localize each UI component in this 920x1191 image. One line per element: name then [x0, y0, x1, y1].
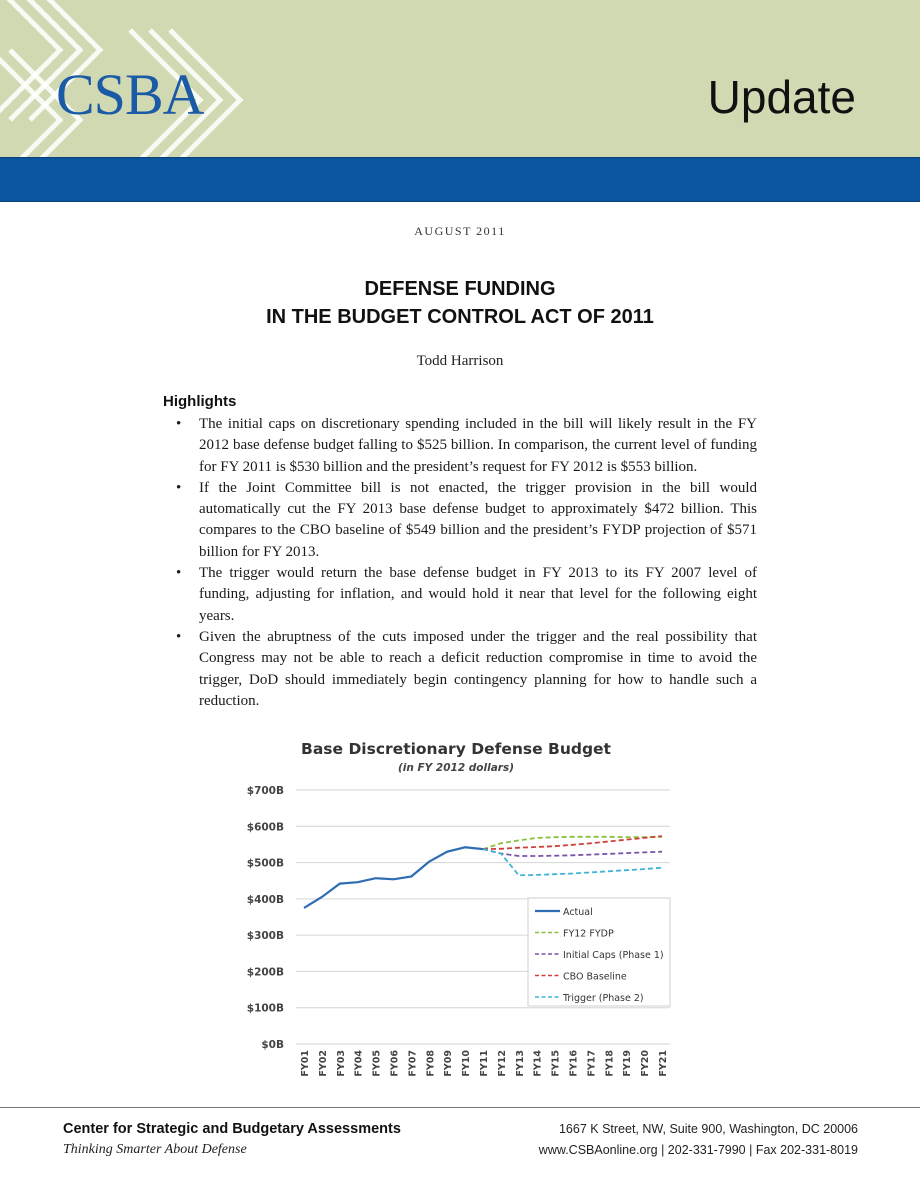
bullet-icon: •: [176, 565, 182, 582]
page-title: [0, 275, 920, 331]
x-tick-label: FY20: [640, 1050, 652, 1077]
banner-word: Update: [707, 71, 856, 123]
footer-tagline: Thinking Smarter About Defense: [63, 1142, 247, 1157]
y-tick-label: $600B: [246, 821, 284, 834]
y-tick-label: $400B: [246, 893, 284, 906]
legend-label: FY12 FYDP: [563, 928, 614, 940]
footer-contact: www.CSBAonline.org | 202-331-7990 | Fax 202-331-8019: [538, 1143, 858, 1157]
x-tick-label: FY11: [479, 1050, 490, 1077]
list-item: [163, 563, 757, 627]
x-tick-label: FY15: [550, 1050, 562, 1077]
x-tick-label: FY02: [317, 1050, 329, 1077]
author: Todd Harrison: [416, 353, 504, 369]
chart-svg: [236, 738, 676, 1078]
x-tick-label: FY03: [335, 1050, 347, 1077]
y-tick-label: $300B: [246, 930, 284, 943]
header-band: [0, 0, 920, 157]
y-tick-label: $200B: [246, 966, 284, 979]
bullet-icon: •: [176, 628, 182, 645]
x-tick-label: FY04: [353, 1050, 365, 1077]
x-tick-label: FY08: [425, 1050, 437, 1077]
y-tick-label: $500B: [246, 857, 284, 870]
publication-date: AUGUST 2011: [414, 224, 506, 238]
y-tick-label: $100B: [246, 1002, 284, 1015]
footer-address: 1667 K Street, NW, Suite 900, Washington, DC 20006: [558, 1122, 858, 1136]
x-tick-label: FY12: [496, 1050, 508, 1077]
csba-logo: CSBA: [56, 62, 204, 127]
x-tick-label: FY09: [443, 1050, 455, 1077]
x-tick-label: FY01: [300, 1050, 311, 1077]
x-tick-label: FY07: [407, 1050, 419, 1077]
title-line-2: IN THE BUDGET CONTROL ACT OF 2011: [266, 306, 654, 328]
bullet-icon: •: [176, 416, 182, 432]
header-blue-bar: [0, 157, 920, 202]
list-item: [163, 627, 757, 712]
x-tick-label: FY05: [371, 1050, 383, 1077]
x-tick-label: FY13: [514, 1050, 526, 1077]
highlight-text: The initial caps on discretionary spending included in the bill will likely result in the FY 2012 base defense budget falling to $525 billion. In comparison, the current level of funding for FY 2011 is $530 billion and the president’s request for FY 2012 is $553 billion.: [199, 416, 757, 475]
budget-chart: [236, 738, 676, 1078]
x-tick-label: FY14: [532, 1050, 544, 1077]
footer-divider: [0, 1107, 920, 1108]
x-tick-label: FY17: [586, 1050, 598, 1077]
highlight-text: Given the abruptness of the cuts imposed under the trigger and the real possibility that Congress may not be able to reach a deficit reduction compromise in time to avoid the trigger, DoD should immediately begin contingency planning for how to handle such a reduction.: [199, 628, 757, 709]
x-tick-label: FY06: [389, 1050, 401, 1077]
highlight-text: If the Joint Committee bill is not enacted, the trigger provision in the bill would automatically cut the FY 2013 base defense budget to approximately $472 billion. This compares to the CBO baseline of $549 billion and the president’s FYDP projection of $571 billion for FY 2013.: [199, 479, 757, 560]
series-line: [483, 849, 662, 856]
x-tick-label: FY10: [461, 1050, 473, 1077]
chart-subtitle: (in FY 2012 dollars): [397, 762, 515, 774]
x-tick-label: FY18: [604, 1050, 616, 1077]
x-tick-label: FY19: [622, 1050, 634, 1077]
footer-org-name: Center for Strategic and Budgetary Assessments: [63, 1121, 401, 1137]
title-line-1: DEFENSE FUNDING: [364, 278, 556, 300]
bullet-icon: •: [176, 479, 182, 496]
list-item: [163, 414, 757, 478]
chart-title: Base Discretionary Defense Budget: [301, 740, 611, 758]
highlights-list: [163, 414, 757, 712]
y-tick-label: $700B: [246, 785, 284, 797]
legend-label: CBO Baseline: [563, 971, 627, 983]
list-item: [163, 478, 757, 563]
legend-label: Actual: [563, 907, 593, 918]
x-tick-label: FY21: [658, 1050, 669, 1077]
highlights-heading: Highlights: [163, 393, 237, 410]
y-tick-label: $0B: [261, 1039, 284, 1051]
highlight-text: The trigger would return the base defense budget in FY 2013 to its FY 2007 level of funding, adjusting for inflation, and would hold it near that level for the following eight years.: [199, 565, 757, 624]
x-tick-label: FY16: [568, 1050, 580, 1077]
legend-label: Trigger (Phase 2): [563, 993, 644, 1004]
legend-label: Initial Caps (Phase 1): [563, 950, 664, 961]
